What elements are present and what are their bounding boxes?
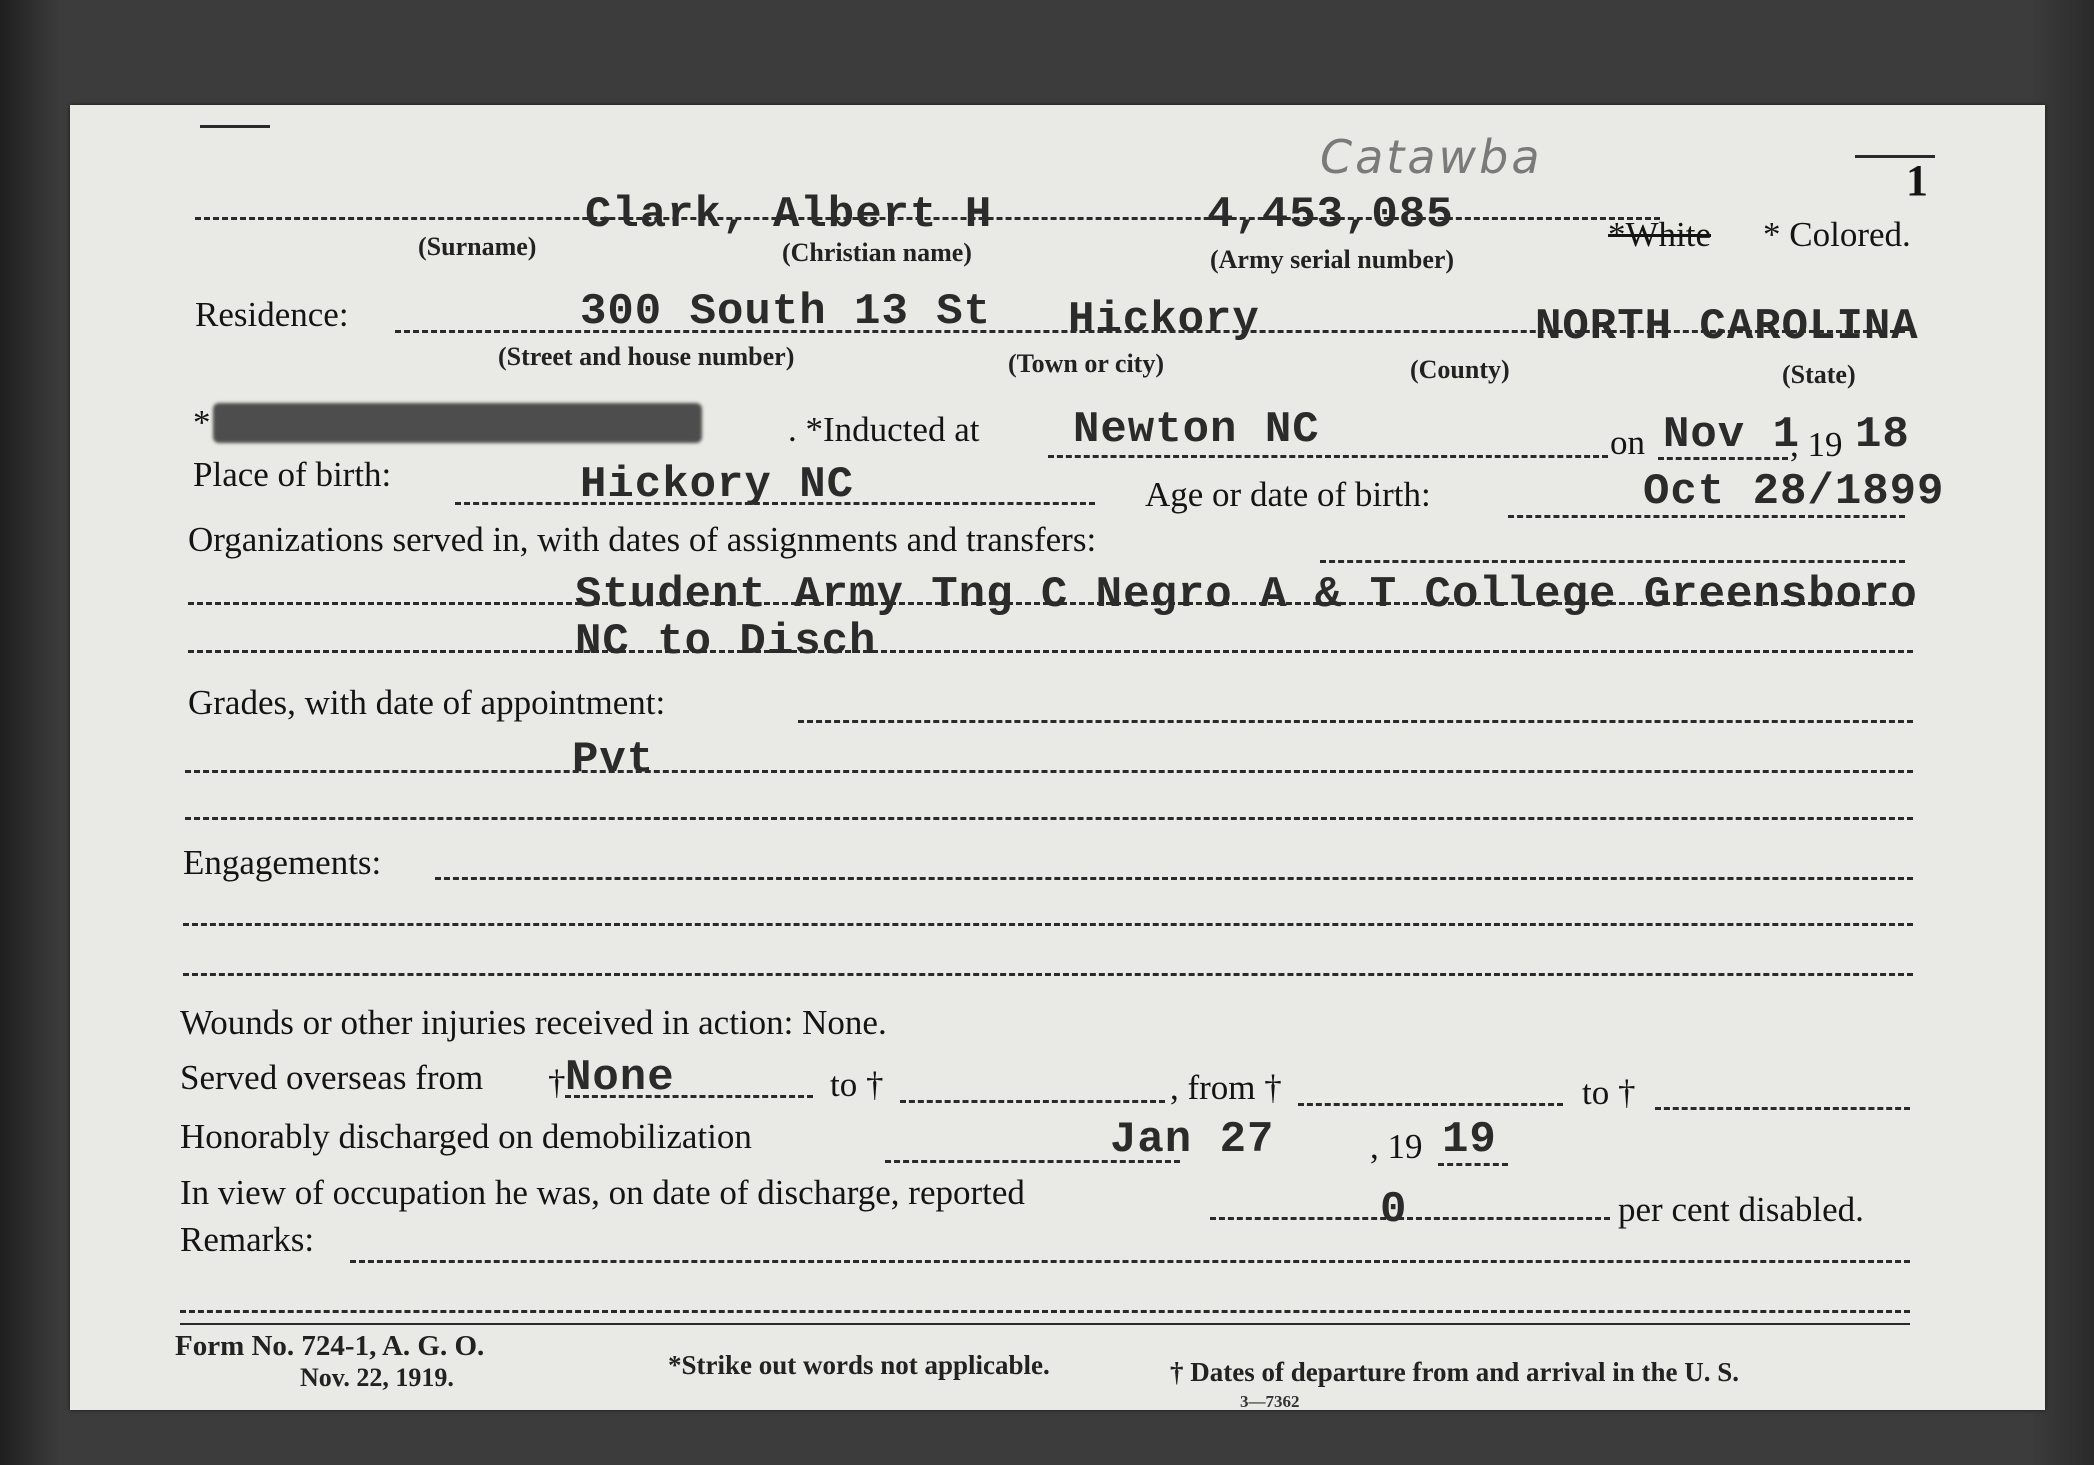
inducted-year-value: 18 xyxy=(1855,410,1910,460)
disability-suffix: per cent disabled. xyxy=(1618,1190,1864,1229)
state-caption: (State) xyxy=(1782,360,1856,389)
organizations-label: Organizations served in, with dates of assignments and transfers: xyxy=(188,520,1097,559)
remarks-label: Remarks: xyxy=(180,1220,315,1259)
organizations-line-2 xyxy=(188,650,1913,653)
grades-line-1 xyxy=(185,770,1913,773)
print-code: 3—7362 xyxy=(1240,1392,1300,1411)
age-value: Oct 28/1899 xyxy=(1643,467,1945,517)
christian-name-caption: (Christian name) xyxy=(782,238,972,267)
age-label: Age or date of birth: xyxy=(1145,475,1431,514)
overseas-from2-label: , from † xyxy=(1170,1068,1282,1107)
grades-label: Grades, with date of appointment: xyxy=(188,683,666,722)
form-date: Nov. 22, 1919. xyxy=(300,1363,454,1392)
county-caption: (County) xyxy=(1410,355,1510,384)
inducted-date-value: Nov 1 xyxy=(1663,410,1801,460)
disability-label: In view of occupation he was, on date of discharge, reported xyxy=(180,1173,1025,1212)
inducted-year-prefix: , 19 xyxy=(1790,425,1843,464)
overseas-to-label: to † xyxy=(830,1065,884,1104)
overseas-from2-line xyxy=(1298,1103,1563,1106)
overseas-to2-line xyxy=(1655,1107,1910,1110)
race-colored-option: * Colored. xyxy=(1763,215,1911,254)
overseas-label: Served overseas from xyxy=(180,1058,484,1097)
grades-value: Pvt xyxy=(572,735,655,785)
place-of-birth-label: Place of birth: xyxy=(193,455,392,494)
inducted-on-label: on xyxy=(1610,423,1645,462)
residence-town-value: Hickory xyxy=(1068,295,1260,345)
footer-rule xyxy=(180,1323,1910,1325)
dagger-note: † Dates of departure from and arrival in the U. S. xyxy=(1170,1357,1739,1387)
organizations-value-line1: Student Army Tng C Negro A & T College Greensboro xyxy=(575,570,1918,620)
residence-label: Residence: xyxy=(195,295,349,334)
disability-line xyxy=(1210,1217,1610,1220)
race-white-option: *White xyxy=(1608,215,1712,254)
serial-number-value: 4,453,085 xyxy=(1207,190,1454,240)
street-caption: (Street and house number) xyxy=(498,342,795,371)
card-number: 1 xyxy=(1906,156,1928,205)
overseas-to2-label: to † xyxy=(1582,1073,1636,1112)
inducted-at-label: . *Inducted at xyxy=(788,410,980,449)
inducted-at-line xyxy=(1048,455,1608,458)
struck-enlistment-options: Enlisted * R. A. * N. G. * E. R. C. xyxy=(213,403,702,443)
wounds-label: Wounds or other injuries received in action: None. xyxy=(180,1003,887,1042)
engagements-label: Engagements: xyxy=(183,843,382,882)
induction-star: * xyxy=(193,403,211,442)
organizations-line-0 xyxy=(1320,560,1905,563)
form-number: Form No. 724-1, A. G. O. xyxy=(175,1330,485,1362)
grades-line-0 xyxy=(798,720,1913,723)
overseas-to-line xyxy=(900,1100,1165,1103)
inducted-at-value: Newton NC xyxy=(1073,405,1320,455)
service-record-card xyxy=(70,105,2045,1410)
christian-name-value: Albert H xyxy=(773,190,993,240)
residence-street-value: 300 South 13 St xyxy=(580,287,992,337)
strike-out-note: *Strike out words not applicable. xyxy=(668,1350,1050,1380)
residence-state-value: NORTH CAROLINA xyxy=(1535,302,1919,352)
engagements-line-0 xyxy=(435,877,1913,880)
overseas-from-value: None xyxy=(565,1053,675,1103)
town-caption: (Town or city) xyxy=(1008,349,1164,378)
surname-caption: (Surname) xyxy=(418,232,537,261)
discharge-label: Honorably discharged on demobilization xyxy=(180,1117,752,1156)
place-of-birth-value: Hickory NC xyxy=(580,460,855,510)
discharge-year-prefix: , 19 xyxy=(1370,1127,1423,1166)
top-left-rule xyxy=(200,125,270,128)
overseas-dagger: † xyxy=(548,1063,566,1102)
disability-value: 0 xyxy=(1380,1185,1408,1235)
engagements-line-2 xyxy=(183,973,1913,976)
remarks-line-1 xyxy=(180,1310,1910,1313)
serial-number-caption: (Army serial number) xyxy=(1210,245,1455,274)
surname-value: Clark, xyxy=(585,190,750,240)
county-annotation: Catawba xyxy=(1320,130,1543,184)
discharge-year-value: 19 xyxy=(1442,1115,1497,1165)
grades-line-2 xyxy=(185,817,1913,820)
organizations-value-line2: NC to Disch xyxy=(575,617,877,667)
remarks-line-0 xyxy=(350,1260,1910,1263)
discharge-date-value: Jan 27 xyxy=(1110,1115,1275,1165)
engagements-line-1 xyxy=(183,923,1913,926)
